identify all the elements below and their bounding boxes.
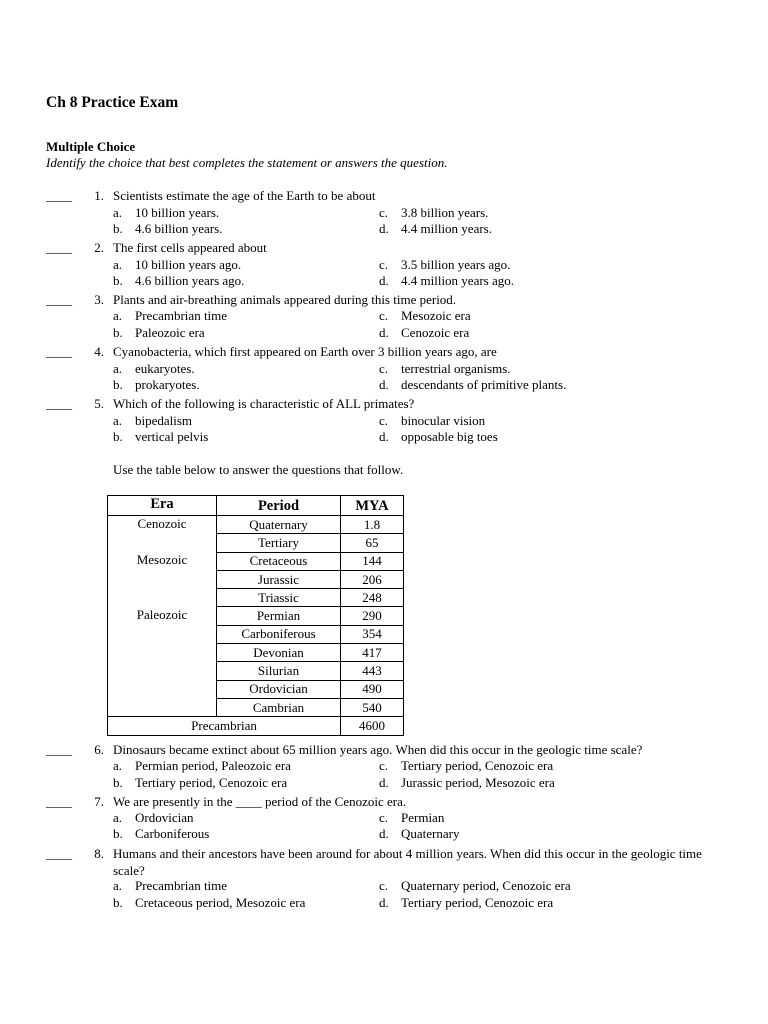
option-text: Ordovician [135,810,194,825]
option-letter: a. [113,810,123,825]
option-text: Precambrian time [135,878,228,893]
option-letter: c. [379,308,389,323]
mya-cell: 290 [341,607,404,625]
question-number: 2. [94,240,104,255]
column-header-mya: MYA [341,496,404,516]
option-letter: b. [113,826,123,841]
option-text: 3.5 billion years ago. [401,257,511,272]
option-letter: b. [113,377,123,392]
option-letter: d. [379,826,389,841]
question-number: 3. [94,292,104,307]
mya-cell: 540 [341,698,404,716]
option-text: 4.4 million years ago. [401,273,515,288]
mya-cell: 1.8 [341,516,404,534]
option-letter: d. [379,775,389,790]
option-text: Paleozoic era [135,325,205,340]
option-letter: b. [113,273,123,288]
answer-blank[interactable]: ____ [46,794,72,809]
option-text: terrestrial organisms. [401,361,511,376]
option-letter: c. [379,361,389,376]
option-letter: a. [113,361,123,376]
mya-cell: 248 [341,589,404,607]
question-stem: Dinosaurs became extinct about 65 million years ago. When did this occur in the geologic time scale? [113,742,643,757]
option-text: Tertiary period, Cenozoic era [401,895,554,910]
mya-cell: 417 [341,644,404,662]
period-cell: Triassic [217,589,341,607]
period-cell: Carboniferous [217,625,341,643]
option-text: prokaryotes. [135,377,200,392]
option-letter: d. [379,273,389,288]
mya-cell: 4600 [341,717,404,735]
answer-blank[interactable]: ____ [46,742,72,757]
question-number: 5. [94,396,104,411]
mya-cell: 354 [341,625,404,643]
option-text: vertical pelvis [135,429,209,444]
option-text: descendants of primitive plants. [401,377,567,392]
option-text: Tertiary period, Cenozoic era [401,758,554,773]
option-letter: c. [379,205,389,220]
option-letter: a. [113,413,123,428]
answer-blank[interactable]: ____ [46,396,72,411]
period-cell: Ordovician [217,680,341,698]
table-row [108,717,404,735]
column-header-period: Period [217,496,341,516]
question-stem: The first cells appeared about [113,240,267,255]
option-letter: c. [379,878,389,893]
answer-blank[interactable]: ____ [46,292,72,307]
section-heading: Multiple Choice [46,139,136,154]
option-text: 4.6 billion years ago. [135,273,245,288]
question-stem: Scientists estimate the age of the Earth to be about [113,188,376,203]
table-intro: Use the table below to answer the questions that follow. [113,462,404,477]
option-letter: c. [379,413,389,428]
option-text: Permian [401,810,445,825]
option-letter: c. [379,257,389,272]
question-number: 7. [94,794,104,809]
period-cell: Cambrian [217,698,341,716]
option-text: Quaternary [401,826,460,841]
option-letter: d. [379,429,389,444]
question-stem: Which of the following is characteristic of ALL primates? [113,396,415,411]
option-text: 4.6 billion years. [135,221,223,236]
option-letter: a. [113,308,123,323]
option-letter: d. [379,895,389,910]
question-stem: Cyanobacteria, which first appeared on Earth over 3 billion years ago, are [113,344,497,359]
option-letter: d. [379,325,389,340]
option-text: 4.4 million years. [401,221,492,236]
table-row [108,552,404,570]
question-stem: Plants and air-breathing animals appeared during this time period. [113,292,457,307]
answer-blank[interactable]: ____ [46,240,72,255]
option-text: opposable big toes [401,429,498,444]
column-header-era: Era [108,496,217,516]
period-cell: Quaternary [217,516,341,534]
geologic-time-table [107,495,404,736]
answer-blank[interactable]: ____ [46,846,72,861]
answer-blank[interactable]: ____ [46,188,72,203]
instructions: Identify the choice that best completes the statement or answers the question. [46,155,448,170]
mya-cell: 144 [341,552,404,570]
option-text: Jurassic period, Mesozoic era [401,775,555,790]
option-letter: d. [379,221,389,236]
option-text: 3.8 billion years. [401,205,489,220]
option-text: 10 billion years ago. [135,257,242,272]
option-text: Cretaceous period, Mesozoic era [135,895,306,910]
option-letter: b. [113,429,123,444]
question-stem: We are presently in the ____ period of the Cenozoic era. [113,794,407,809]
option-text: Tertiary period, Cenozoic era [135,775,288,790]
option-letter: b. [113,895,123,910]
precambrian-cell: Precambrian [108,717,341,735]
era-cell: Paleozoic [108,607,217,717]
era-cell: Cenozoic [108,516,217,553]
answer-blank[interactable]: ____ [46,344,72,359]
period-cell: Devonian [217,644,341,662]
option-text: binocular vision [401,413,486,428]
option-letter: a. [113,257,123,272]
page-title: Ch 8 Practice Exam [46,94,179,111]
table-row [108,516,404,534]
period-cell: Silurian [217,662,341,680]
option-letter: b. [113,325,123,340]
period-cell: Permian [217,607,341,625]
mya-cell: 443 [341,662,404,680]
option-text: Quaternary period, Cenozoic era [401,878,571,893]
mya-cell: 490 [341,680,404,698]
option-text: eukaryotes. [135,361,195,376]
option-text: 10 billion years. [135,205,220,220]
option-text: Mesozoic era [401,308,471,323]
mya-cell: 65 [341,534,404,552]
period-cell: Cretaceous [217,552,341,570]
mya-cell: 206 [341,570,404,588]
table-header-row [108,496,404,516]
option-letter: b. [113,221,123,236]
period-cell: Tertiary [217,534,341,552]
option-letter: a. [113,878,123,893]
option-letter: a. [113,758,123,773]
period-cell: Jurassic [217,570,341,588]
question-number: 1. [94,188,104,203]
option-text: Precambrian time [135,308,228,323]
option-text: Permian period, Paleozoic era [135,758,291,773]
option-letter: c. [379,810,389,825]
option-letter: b. [113,775,123,790]
option-text: Carboniferous [135,826,210,841]
question-number: 6. [94,742,104,757]
option-text: Cenozoic era [401,325,470,340]
question-stem: Humans and their ancestors have been around for about 4 million years. When did this occur in the geologic time scale? [113,846,702,878]
era-cell: Mesozoic [108,552,217,607]
option-letter: a. [113,205,123,220]
table-row [108,607,404,625]
option-text: bipedalism [135,413,193,428]
question-number: 8. [94,846,104,861]
question-number: 4. [94,344,104,359]
option-letter: d. [379,377,389,392]
option-letter: c. [379,758,389,773]
